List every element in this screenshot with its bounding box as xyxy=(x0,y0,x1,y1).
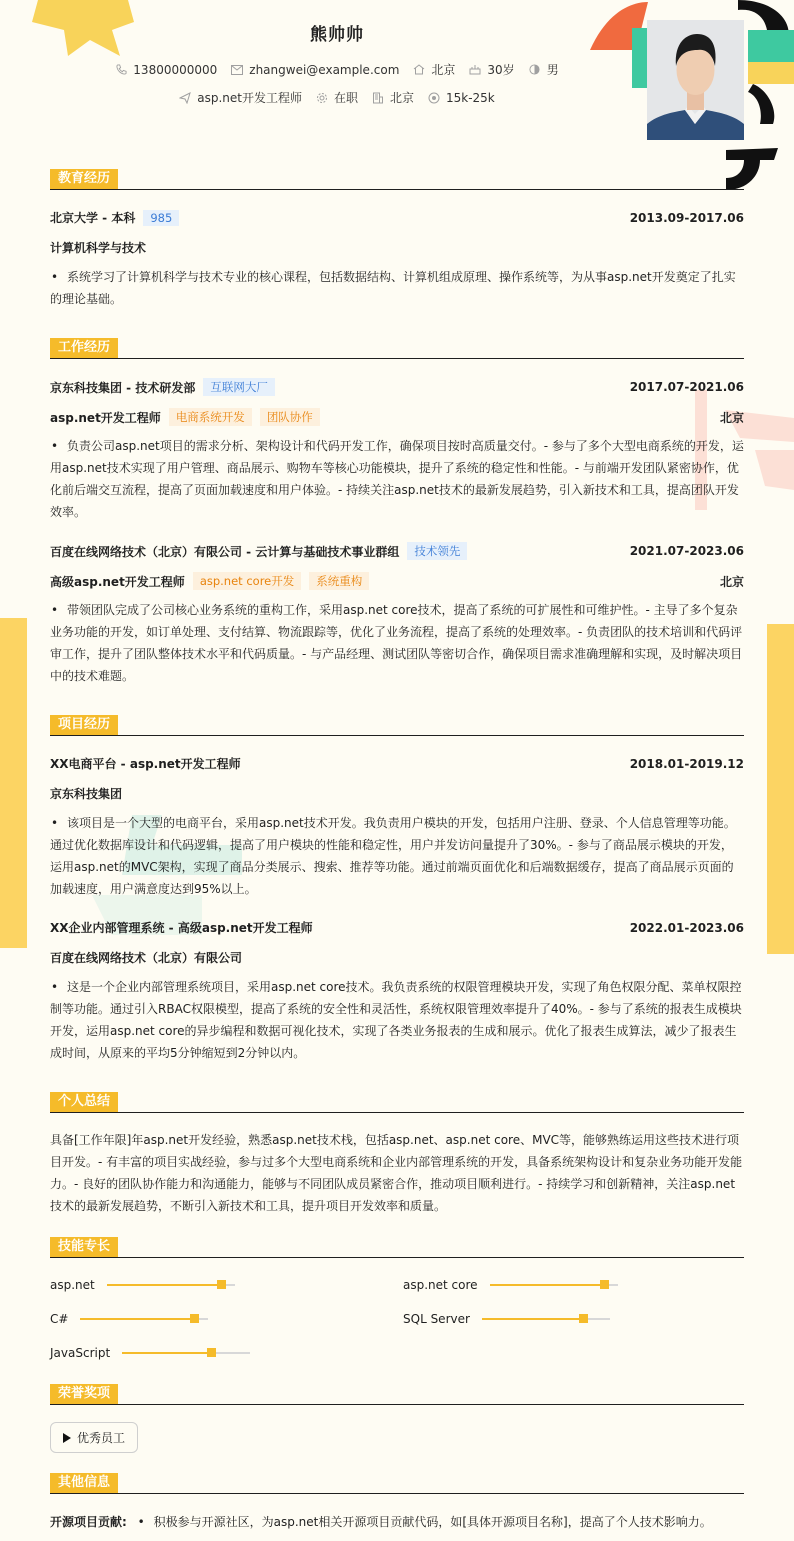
gender-info xyxy=(529,61,559,78)
project-org: 百度在线网络技术（北京）有限公司 xyxy=(50,951,243,965)
gear-icon xyxy=(316,92,328,104)
work-date: 2021.07-2023.06 xyxy=(629,544,744,558)
education-major-row xyxy=(50,239,744,256)
other-text: 积极参与开源社区，为asp.net相关开源项目贡献代码，如[具体开源项目名称]，提高了个人技术影响力。 xyxy=(153,1515,712,1529)
project-header xyxy=(50,755,744,772)
work-city: 北京 xyxy=(719,410,744,425)
skill-item xyxy=(50,1312,208,1326)
project-description: • 这是一个企业内部管理系统项目，采用asp.net core技术。我负责系统的权限管理模块开发，实现了角色权限分配、菜单权限控制等功能。通过引入RBAC权限模型，提高了系统的安全性和灵活性，系统权限管理效率提升了40%。- 参与了系统的报表生成模块开发，运用asp.net core的异步编程和数据可视化技术，实现了各类业务报表的生成和展示。优化了报表生成算法，减少了报表生成时间，从原来的平均5分钟缩短到2分钟以内。 xyxy=(50,976,744,1064)
other-label: 开源项目贡献: xyxy=(50,1515,127,1529)
status-text: 在职 xyxy=(333,91,358,105)
contact-row xyxy=(0,61,674,78)
skill-bar-knob xyxy=(190,1314,199,1323)
job-title-text: asp.net开发工程师 xyxy=(197,91,302,105)
education-description: • 系统学习了计算机科学与技术专业的核心课程，包括数据结构、计算机组成原理、操作系统等，为从事asp.net开发奠定了扎实的理论基础。 xyxy=(50,266,744,310)
skill-bar-fill xyxy=(490,1284,605,1286)
phone-icon xyxy=(115,64,127,76)
work-description: • 带领团队完成了公司核心业务系统的重构工作，采用asp.net core技术，提高了系统的可扩展性和可维护性。- 主导了多个复杂业务功能的开发，如订单处理、支付结算、物流跟踪等，优化了业务流程，提高了系统的处理效率。- 负责团队的技术培训和代码评审工作，提升了团队整体技术水平和代码质量。- 与产品经理、测试团队等密切合作，确保项目需求准确理解和实现，及时解决项目中的技术难题。 xyxy=(50,599,744,687)
building-icon xyxy=(372,92,384,104)
profile-photo xyxy=(647,20,744,140)
project-title: XX电商平台 - asp.net开发工程师 xyxy=(50,757,241,771)
skill-item xyxy=(50,1278,235,1292)
location-text: 北京 xyxy=(431,63,456,77)
award-item[interactable] xyxy=(50,1422,138,1453)
other-info xyxy=(50,1511,744,1533)
age-info xyxy=(469,61,514,78)
status-info xyxy=(316,89,358,106)
award-label: 优秀员工 xyxy=(77,1431,126,1445)
work-date: 2017.07-2021.06 xyxy=(629,380,744,394)
play-icon xyxy=(63,1433,71,1443)
skill-name: SQL Server xyxy=(403,1312,470,1326)
school-tag: 985 xyxy=(143,210,179,226)
project-description: • 该项目是一个大型的电商平台，采用asp.net技术开发。我负责用户模块的开发，包括用户注册、登录、个人信息管理等功能。通过优化数据库设计和代码逻辑，提高了用户模块的性能和稳定性，用户并发访问量提升了30%。- 参与了商品展示模块的开发，运用asp.net的MVC架构，实现了商品分类展示、搜索、推荐等功能。通过前端页面优化和后端数据缓存，提高了商品展示页面的加载速度，用户满意度达到95%以上。 xyxy=(50,812,744,900)
education-date: 2013.09-2017.06 xyxy=(629,210,744,225)
skill-item xyxy=(403,1278,618,1292)
skill-name: C# xyxy=(50,1312,69,1326)
skill-bar-fill xyxy=(482,1318,584,1320)
skill-bar-knob xyxy=(579,1314,588,1323)
work-role-tag: 系统重构 xyxy=(309,572,369,590)
skill-bar-knob xyxy=(207,1348,216,1357)
project-header xyxy=(50,919,744,936)
job-title-info xyxy=(179,89,302,106)
project-org-row xyxy=(50,949,744,966)
project-org: 京东科技集团 xyxy=(50,787,123,801)
projects-section-title: 项目经历 xyxy=(50,715,744,736)
work-company: 京东科技集团 - 技术研发部 xyxy=(50,380,196,395)
gender-text: 男 xyxy=(546,63,559,77)
work-role-tag: 团队协作 xyxy=(260,408,320,426)
summary-section-title: 个人总结 xyxy=(50,1092,744,1113)
cake-icon xyxy=(469,64,481,76)
gender-icon xyxy=(529,64,541,76)
phone-text: 13800000000 xyxy=(133,62,218,77)
work-role-row xyxy=(50,408,744,426)
project-title: XX企业内部管理系统 - 高级asp.net开发工程师 xyxy=(50,921,313,935)
work-company-tag: 技术领先 xyxy=(407,542,467,560)
education-section-title: 教育经历 xyxy=(50,169,744,190)
work-description: • 负责公司asp.net项目的需求分析、架构设计和代码开发工作，确保项目按时高质量交付。- 参与了多个大型电商系统的开发，运用asp.net技术实现了用户管理、商品展示、购物车等核心功能模块，提升了系统的稳定性和性能。- 与前端开发团队紧密协作，优化前后端交互流程，提高了页面加载速度和用户体验。- 持续关注asp.net技术的最新发展趋势，引入新技术和工具，提高团队开发效率。 xyxy=(50,435,744,523)
work-role-tag: 电商系统开发 xyxy=(169,408,252,426)
project-date: 2022.01-2023.06 xyxy=(629,920,744,935)
skill-name: asp.net core xyxy=(403,1278,478,1292)
skill-bar-fill xyxy=(107,1284,222,1286)
mail-icon xyxy=(231,64,243,76)
skills-section-title: 技能专长 xyxy=(50,1237,744,1258)
skill-bar xyxy=(490,1284,618,1286)
project-org-row xyxy=(50,785,744,802)
email-text: zhangwei@example.com xyxy=(249,62,400,77)
salary-info xyxy=(428,89,495,106)
target-city-text: 北京 xyxy=(389,91,414,105)
coin-icon xyxy=(428,92,440,104)
other-section-title: 其他信息 xyxy=(50,1473,744,1494)
age-text: 30岁 xyxy=(487,63,515,77)
work-role: asp.net开发工程师 xyxy=(50,410,161,425)
skill-bar xyxy=(122,1352,250,1354)
location-info xyxy=(413,61,455,78)
phone-info xyxy=(115,61,217,78)
summary-text: 具备[工作年限]年asp.net开发经验，熟悉asp.net技术栈，包括asp.net、asp.net core、MVC等，能够熟练运用这些技术进行项目开发。- 有丰富的项目实战经验，参与过多个大型电商系统和企业内部管理系统的开发，具备系统架构设计和复杂业务功能开发能力。- 良好的团队协作能力和沟通能力，能够与不同团队成员紧密合作，推动项目顺利进行。- 持续学习和创新精神，关注asp.net技术的最新发展趋势，不断引入新技术和工具，提升项目开发效率和质量。 xyxy=(50,1133,743,1213)
home-icon xyxy=(413,64,425,76)
major-name: 计算机科学与技术 xyxy=(50,241,147,255)
job-intent-row xyxy=(0,89,674,106)
school-name: 北京大学 - 本科 xyxy=(50,211,136,225)
skill-name: JavaScript xyxy=(50,1346,111,1360)
work-role-tag: asp.net core开发 xyxy=(193,572,301,590)
work-company-tag: 互联网大厂 xyxy=(203,378,275,396)
education-header xyxy=(50,209,744,226)
skill-item xyxy=(50,1346,250,1360)
target-city-info xyxy=(372,89,414,106)
work-item-header xyxy=(50,542,744,560)
work-item-header xyxy=(50,378,744,396)
skill-bar-fill xyxy=(122,1352,212,1354)
work-company: 百度在线网络技术（北京）有限公司 - 云计算与基础技术事业群组 xyxy=(50,544,400,559)
work-city: 北京 xyxy=(719,574,744,589)
project-date: 2018.01-2019.12 xyxy=(629,756,744,771)
skill-item xyxy=(403,1312,610,1326)
other-bullet xyxy=(137,1515,712,1529)
skill-bar xyxy=(107,1284,235,1286)
awards-section-title: 荣誉奖项 xyxy=(50,1384,744,1405)
skill-bar-knob xyxy=(600,1280,609,1289)
salary-text: 15k-25k xyxy=(445,90,495,105)
work-role-row xyxy=(50,572,744,590)
skill-name: asp.net xyxy=(50,1278,95,1292)
skill-bar xyxy=(80,1318,208,1320)
skill-bar-knob xyxy=(217,1280,226,1289)
skill-bar-fill xyxy=(80,1318,195,1320)
email-info xyxy=(231,61,399,78)
send-icon xyxy=(179,92,191,104)
candidate-name: 熊帅帅 xyxy=(310,25,364,45)
work-role: 高级asp.net开发工程师 xyxy=(50,574,185,589)
skill-bar xyxy=(482,1318,610,1320)
work-section-title: 工作经历 xyxy=(50,338,744,359)
